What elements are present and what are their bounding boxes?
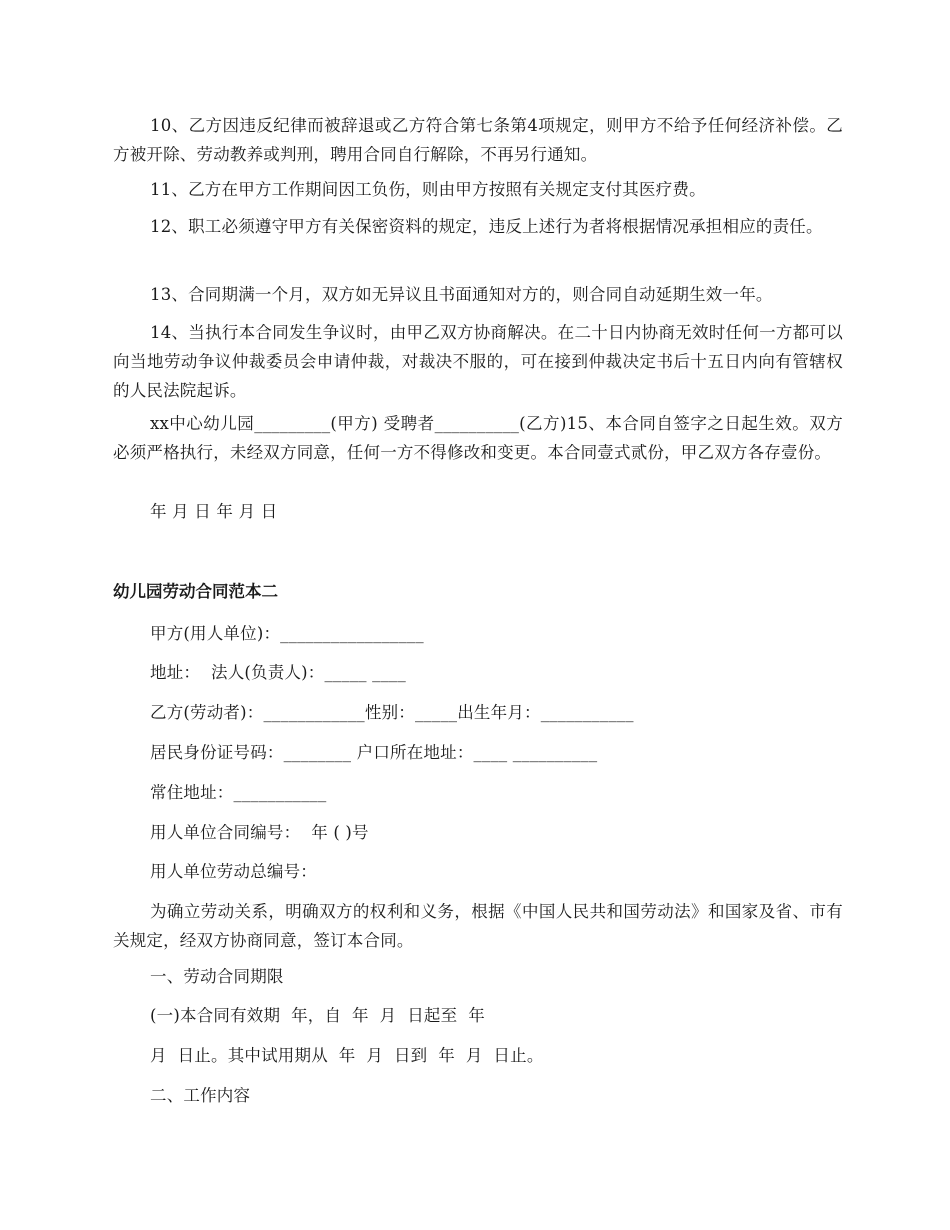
party-a-field: 甲方(用人单位)：_________________ (150, 624, 424, 643)
address-field: 地址： 法人(负责人)：_____ ____ (150, 663, 406, 682)
item-1-title: 一、劳动合同期限 (150, 967, 284, 986)
contract-number-field: 用人单位合同编号： 年 ( )号 (150, 823, 369, 842)
id-number-field: 居民身份证号码：________ 户口所在地址：____ __________ (150, 743, 598, 762)
section-title: 幼儿园劳动合同范本二 (113, 582, 278, 601)
residence-field: 常住地址：___________ (150, 783, 327, 802)
item-1-line-1: (一)本合同有效期 年，自 年 月 日起至 年 (150, 1006, 485, 1025)
clause-12: 12、职工必须遵守甲方有关保密资料的规定，违反上述行为者将根据情况承担相应的责任。 (150, 217, 823, 236)
date-line: 年 月 日 年 月 日 (150, 502, 278, 521)
item-2-title: 二、工作内容 (150, 1086, 251, 1105)
intro-paragraph: 为确立劳动关系，明确双方的权利和义务，根据《中国人民共和国劳动法》和国家及省、市有关规定，经双方协商同意，签订本合同。 (113, 902, 843, 950)
clause-11: 11、乙方在甲方工作期间因工负伤，则由甲方按照有关规定支付其医疗费。 (150, 180, 706, 199)
labor-number-field: 用人单位劳动总编号： (150, 862, 317, 881)
clause-13: 13、合同期满一个月，双方如无异议且书面通知对方的，则合同自动延期生效一年。 (150, 285, 773, 304)
clause-10: 10、乙方因违反纪律而被辞退或乙方符合第七条第4项规定，则甲方不给予任何经济补偿。乙方被开除、劳动教养或判刑，聘用合同自行解除，不再另行通知。 (113, 116, 843, 164)
party-b-field: 乙方(劳动者)：____________性别：_____出生年月：___________ (150, 703, 634, 722)
item-1-line-2: 月 日止。其中试用期从 年 月 日到 年 月 日止。 (150, 1046, 544, 1065)
signature-clause-15: xx中心幼儿园_________(甲方) 受聘者__________(乙方)15、本合同自签字之日起生效。双方必须严格执行，未经双方同意，任何一方不得修改和变更。本合同壹式贰份，甲乙双方各存壹份。 (113, 414, 843, 462)
clause-14: 14、当执行本合同发生争议时，由甲乙双方协商解决。在二十日内协商无效时任何一方都可以向当地劳动争议仲裁委员会申请仲裁，对裁决不服的，可在接到仲裁决定书后十五日内向有管辖权的人民法院起诉。 (113, 323, 843, 400)
